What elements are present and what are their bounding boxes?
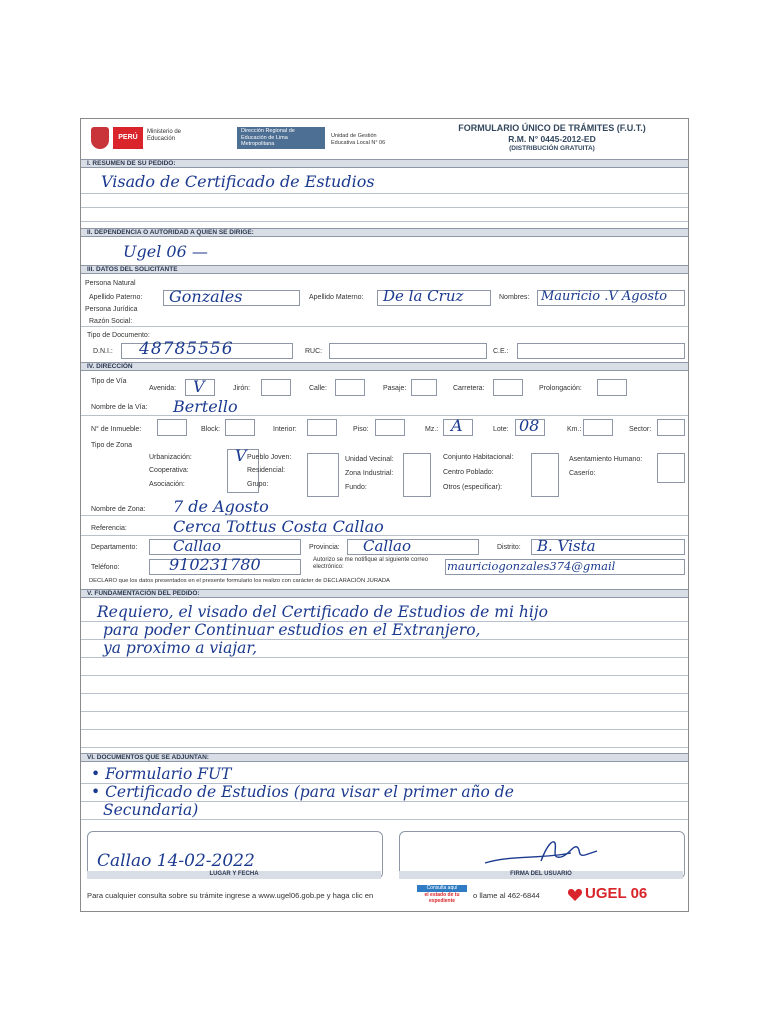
- tipo-documento-label: Tipo de Documento:: [87, 332, 150, 339]
- form-title: FORMULARIO ÚNICO DE TRÁMITES (F.U.T.): [458, 123, 646, 133]
- km-box[interactable]: [583, 419, 613, 436]
- ruc-field[interactable]: [329, 343, 487, 359]
- zona-caserio: Caserío:: [569, 470, 596, 477]
- km-label: Km.:: [567, 426, 582, 433]
- zona-urbanizacion: Urbanización:: [149, 454, 192, 461]
- documento-line-2[interactable]: • Certificado de Estudios (para visar el primer año de: [91, 783, 514, 801]
- nombres-label: Nombres:: [499, 294, 530, 301]
- sector-box[interactable]: [657, 419, 685, 436]
- lugar-fecha-label-text: LUGAR Y FECHA: [209, 871, 259, 877]
- section-5-title: V. FUNDAMENTACIÓN DEL PEDIDO:: [81, 589, 688, 598]
- telefono-value: 910231780: [169, 555, 261, 574]
- piso-box[interactable]: [375, 419, 405, 436]
- distrito-label: Distrito:: [497, 544, 521, 551]
- block-label: Block:: [201, 426, 221, 433]
- fundamentacion-line-1[interactable]: Requiero, el visado del Certificado de Estudios de mi hijo: [97, 603, 548, 621]
- zona-cooperativa: Cooperativa:: [149, 467, 189, 474]
- section-3-title: III. DATOS DEL SOLICITANTE: [81, 265, 688, 274]
- departamento-field[interactable]: [149, 539, 301, 555]
- tipo-via-label: Tipo de Vía: [91, 378, 127, 385]
- zona-col5-box[interactable]: [657, 453, 685, 483]
- lote-value: 08: [519, 416, 540, 435]
- via-calle-box[interactable]: [335, 379, 365, 396]
- badge-top: Consulta aquí: [417, 885, 467, 892]
- zona-col4-box[interactable]: [531, 453, 559, 497]
- consulta-text: Para cualquier consulta sobre su trámite ingrese a www.ugel06.gob.pe y haga clic en: [87, 891, 374, 900]
- zona-centro-poblado: Centro Poblado:: [443, 469, 494, 476]
- zona-fundo: Fundo:: [345, 484, 367, 491]
- ap-materno-value: De la Cruz: [383, 287, 464, 305]
- via-avenida: Avenida:: [149, 385, 177, 392]
- interior-box[interactable]: [307, 419, 337, 436]
- firma-label-text: FIRMA DEL USUARIO: [510, 871, 572, 877]
- piso-label: Piso:: [353, 426, 369, 433]
- badge-bottom: el estado de tu expediente: [424, 892, 460, 904]
- zona-urbanizacion-mark: V: [235, 446, 247, 465]
- form-dist: (DISTRIBUCIÓN GRATUITA): [509, 145, 595, 152]
- form-rm: R.M. N° 0445-2012-ED: [508, 134, 596, 144]
- razon-social-label: Razón Social:: [89, 318, 133, 325]
- nombre-via-value[interactable]: Bertello: [173, 397, 238, 416]
- resumen-pedido[interactable]: Visado de Certificado de Estudios: [101, 172, 375, 191]
- ap-paterno-label: Apellido Paterno:: [89, 294, 143, 301]
- ap-materno-label: Apellido Materno:: [309, 294, 364, 301]
- fundamentacion-line-2[interactable]: para poder Continuar estudios en el Extranjero,: [103, 621, 481, 639]
- via-calle: Calle:: [309, 385, 327, 392]
- via-carretera: Carretera:: [453, 385, 485, 392]
- nombre-zona-label: Nombre de Zona:: [91, 506, 146, 513]
- interior-label: Interior:: [273, 426, 297, 433]
- consulta-badge[interactable]: [417, 885, 467, 905]
- block-box[interactable]: [225, 419, 255, 436]
- ugel-heart-icon: [567, 887, 583, 903]
- zona-col2-box[interactable]: [307, 453, 339, 497]
- llame-text: o llame al 462-6844: [473, 891, 540, 900]
- via-avenida-mark: V: [193, 377, 205, 396]
- mz-value: A: [451, 416, 463, 435]
- via-prolongacion-box[interactable]: [597, 379, 627, 396]
- zona-otros: Otros (especificar):: [443, 484, 503, 491]
- ruc-label: RUC:: [305, 348, 323, 355]
- nombre-zona-value[interactable]: 7 de Agosto: [173, 497, 269, 516]
- departamento-label: Departamento:: [91, 544, 138, 551]
- via-prolongacion: Prolongación:: [539, 385, 582, 392]
- declaro-text: DECLARO que los datos presentados en el presente formulario los realizo con carácter de DECLARACIÓN JURADA: [89, 578, 390, 584]
- correo-label: Autorizo se me notifique al siguiente correo electrónico:: [313, 557, 429, 570]
- correo-value: mauriciogonzales374@gmail: [447, 559, 616, 573]
- distrito-value: B. Vista: [537, 537, 596, 555]
- zona-pueblo-joven: Pueblo Joven:: [247, 454, 292, 461]
- fundamentacion-line-3[interactable]: ya proximo a viajar,: [103, 639, 258, 657]
- via-pasaje-box[interactable]: [411, 379, 437, 396]
- section-4-title: IV. DIRECCIÓN: [81, 362, 688, 371]
- fut-form: [80, 118, 689, 912]
- referencia-value[interactable]: Cerca Tottus Costa Callao: [173, 517, 384, 536]
- documento-line-3[interactable]: Secundaria): [103, 801, 199, 819]
- signature-icon: [481, 835, 601, 869]
- mz-label: Mz.:: [425, 426, 439, 433]
- zona-industrial: Zona Industrial:: [345, 470, 394, 477]
- dependencia[interactable]: Ugel 06 —: [123, 242, 208, 261]
- lugar-fecha-value: Callao 14-02-2022: [97, 851, 255, 871]
- sector-label: Sector:: [629, 426, 652, 433]
- nombres-value: Mauricio .V Agosto: [541, 289, 668, 304]
- ce-field[interactable]: [517, 343, 685, 359]
- zona-grupo: Grupo:: [247, 481, 269, 488]
- dni-label: D.N.I.:: [93, 348, 113, 355]
- via-jiron: Jirón:: [233, 385, 251, 392]
- ce-label: C.E.:: [493, 348, 509, 355]
- departamento-value: Callao: [173, 537, 221, 555]
- section-6-title: VI. DOCUMENTOS QUE SE ADJUNTAN:: [81, 753, 688, 762]
- zona-conjunto: Conjunto Habitacional:: [443, 454, 514, 461]
- peru-shield-icon: [91, 127, 109, 149]
- zona-residencial: Residencial:: [247, 467, 286, 474]
- zona-unidad-vecinal: Unidad Vecinal:: [345, 456, 394, 463]
- zona-asociacion: Asociación:: [149, 481, 185, 488]
- persona-juridica-label: Persona Jurídica: [85, 306, 138, 313]
- persona-natural-label: Persona Natural: [85, 280, 136, 287]
- peru-label: PERÚ: [113, 127, 143, 149]
- unidad-label: Unidad de Gestión Educativa Local N° 06: [331, 133, 386, 146]
- telefono-label: Teléfono:: [91, 564, 120, 571]
- via-carretera-box[interactable]: [493, 379, 523, 396]
- inmueble-label: N° de Inmueble:: [91, 426, 142, 433]
- provincia-value: Callao: [363, 537, 411, 555]
- referencia-label: Referencia:: [91, 525, 127, 532]
- ugel-logo-text: UGEL 06: [585, 885, 648, 902]
- ap-paterno-value: Gonzales: [169, 287, 243, 306]
- zona-col3-box[interactable]: [403, 453, 431, 497]
- inmueble-box[interactable]: [157, 419, 187, 436]
- via-pasaje: Pasaje:: [383, 385, 407, 392]
- dni-value: 48785556: [139, 339, 234, 359]
- documento-line-1[interactable]: • Formulario FUT: [91, 765, 232, 783]
- nombre-via-label: Nombre de la Vía:: [91, 404, 148, 411]
- direccion-label: Dirección Regional de Educación de Lima Metropolitana: [237, 127, 325, 149]
- section-1-title: I. RESUMEN DE SU PEDIDO:: [81, 159, 688, 168]
- provincia-label: Provincia:: [309, 544, 340, 551]
- via-jiron-box[interactable]: [261, 379, 291, 396]
- section-2-title: II. DEPENDENCIA O AUTORIDAD A QUIEN SE DIRIGE:: [81, 228, 688, 237]
- ministerio-label: Ministerio de Educación: [147, 129, 182, 142]
- lote-label: Lote:: [493, 426, 509, 433]
- header-logos: [87, 125, 327, 151]
- tipo-zona-label: Tipo de Zona: [91, 442, 132, 449]
- zona-asentamiento: Asentamiento Humano:: [569, 456, 643, 463]
